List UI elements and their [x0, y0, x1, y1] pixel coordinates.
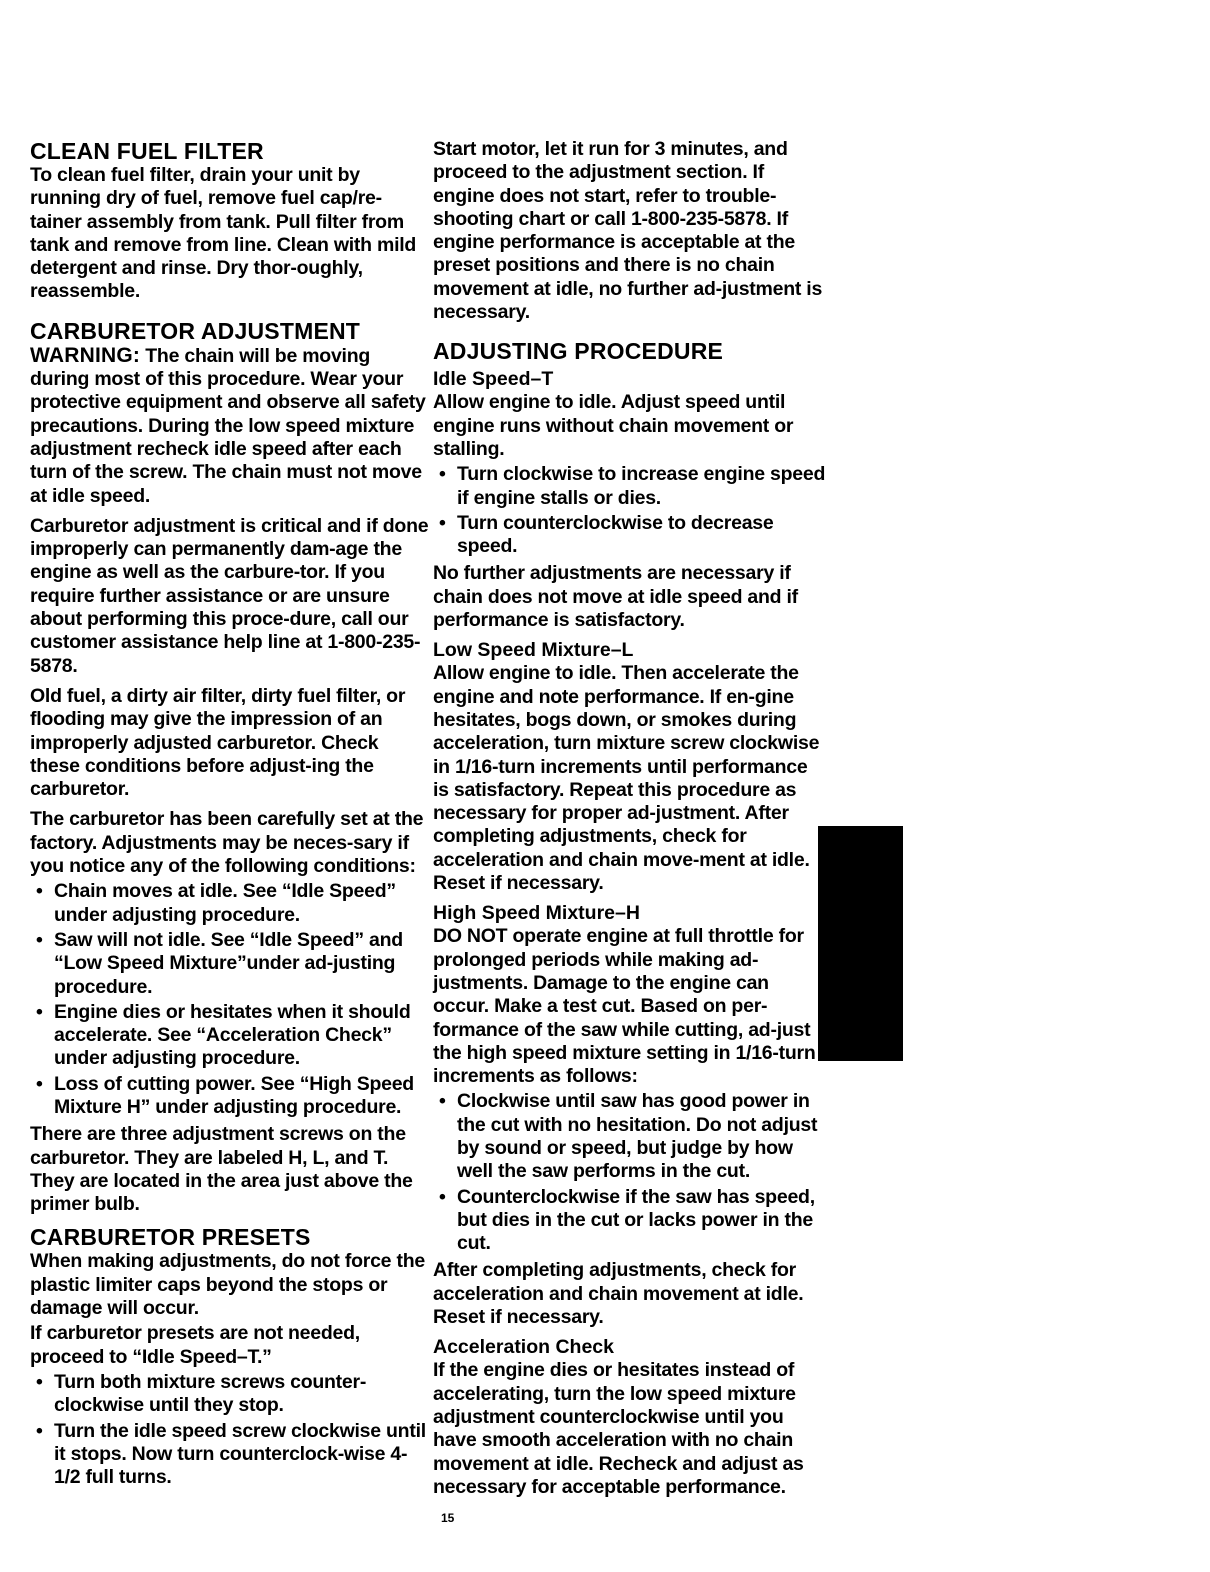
high-speed-after: After completing adjustments, check for acceleration and chain movement at idle. Reset if necessary.: [433, 1259, 804, 1329]
idle-speed-after: No further adjustments are necessary if chain does not move at idle speed and if performance is satisfactory.: [433, 562, 798, 632]
presets-list: [30, 1371, 430, 1489]
list-item: • Counterclockwise if the saw has speed, but dies in the cut or lacks power in the cut.: [439, 1185, 815, 1255]
bullet-icon: •: [439, 1090, 446, 1113]
carburetor-presets-heading: CARBURETOR PRESETS: [30, 1224, 311, 1251]
list-item: • Turn clockwise to increase engine speed if engine stalls or dies.: [439, 463, 826, 509]
idle-speed-text: Allow engine to idle. Adjust speed until engine runs without chain movement or stalling.: [433, 391, 794, 460]
section-tab-marker: [818, 826, 903, 1061]
carb-adjust-para-2: Old fuel, a dirty air filter, dirty fuel filter, or flooding may give the impression of an improperly adjusted carburetor. Check these conditions before adjust-ing the carburetor.: [30, 684, 406, 801]
idle-speed-list: [433, 463, 828, 558]
list-item: • Engine dies or hesitates when it should accelerate. See “Acceleration Check” under adjusting procedure.: [36, 1000, 411, 1070]
bullet-icon: •: [36, 880, 43, 903]
warning-paragraph: [30, 344, 430, 508]
list-item: • Chain moves at idle. See “Idle Speed” under adjusting procedure.: [36, 880, 396, 926]
bullet-icon: •: [439, 1185, 446, 1208]
conditions-list: [30, 880, 430, 1119]
clean-fuel-filter-text: To clean fuel filter, drain your unit by running dry of fuel, remove fuel cap/re-tainer assembly from tank. Pull filter from tank and remove from line. Clean with mild detergent and rinse. Dry thor-oughly, reassemble.: [30, 164, 417, 303]
list-item: • Saw will not idle. See “Idle Speed” and “Low Speed Mixture”under ad-justing procedure.: [36, 928, 403, 998]
presets-para-1: When making adjustments, do not force the plastic limiter caps beyond the stops or damage will occur.: [30, 1250, 425, 1320]
list-item: • Turn the idle speed screw clockwise until it stops. Now turn counterclock-wise 4-1/2 full turns.: [36, 1419, 426, 1489]
high-speed-text: DO NOT operate engine at full throttle for prolonged periods while making ad-justments. Damage to the engine can occur. Make a test cut. Based on per-formance of the saw while cutting, ad-just the high speed mixture setting in 1/16-turn increments as follows:: [433, 925, 816, 1088]
bullet-icon: •: [36, 1370, 43, 1393]
clean-fuel-filter-heading: CLEAN FUEL FILTER: [30, 138, 264, 164]
low-speed-text: Allow engine to idle. Then accelerate the engine and note performance. If en-gine hesitates, bogs down, or smokes during acceleration, turn mixture screw clockwise in 1/16-turn increments until performance is satisfactory. Repeat this procedure as necessary for proper ad-justment. After completing adjustments, check for acceleration and chain move-ment at idle. Reset if necessary.: [433, 662, 820, 895]
presets-para-2: If carburetor presets are not needed, proceed to “Idle Speed–T.”: [30, 1322, 360, 1368]
bullet-icon: •: [36, 928, 43, 951]
warning-label: WARNING:: [30, 343, 141, 367]
idle-speed-heading: Idle Speed–T: [433, 368, 554, 391]
bullet-icon: •: [439, 511, 446, 534]
list-item: • Turn both mixture screws counter-clockwise until they stop.: [36, 1370, 367, 1417]
adjusting-procedure-heading: ADJUSTING PROCEDURE: [433, 338, 724, 365]
list-item: • Turn counterclockwise to decrease speed.: [439, 511, 774, 558]
bullet-icon: •: [36, 1419, 43, 1442]
right-column: [433, 138, 828, 1506]
bullet-icon: •: [439, 463, 446, 486]
bullet-icon: •: [36, 1072, 43, 1095]
high-speed-heading: High Speed Mixture–H: [433, 902, 640, 925]
carburetor-adjustment-heading: CARBURETOR ADJUSTMENT: [30, 317, 361, 344]
list-item: • Clockwise until saw has good power in the cut with no hesitation. Do not adjust by sound or speed, but judge by how well the saw performs in the cut.: [439, 1090, 818, 1183]
bullet-icon: •: [36, 1000, 43, 1023]
high-speed-list: [433, 1090, 828, 1255]
left-column: [30, 138, 430, 1493]
acceleration-check-heading: Acceleration Check: [433, 1336, 614, 1359]
carb-adjust-para-1: Carburetor adjustment is critical and if done improperly can permanently dam-age the engine as well as the carbure-tor. If you require further assistance or are unsure about performing this proce-dure, call our customer assistance help line at 1-800-235-5878.: [30, 514, 429, 677]
page-number: 15: [441, 1511, 455, 1525]
warning-text: The chain will be moving during most of this procedure. Wear your protective equipment and observe all safety precautions. During the low speed mixture adjustment recheck idle speed after each turn of the screw. The chain must not move at idle speed.: [30, 344, 426, 507]
carb-adjust-para-3: The carburetor has been carefully set at the factory. Adjustments may be neces-sary if you notice any of the following conditions:: [30, 808, 424, 878]
low-speed-heading: Low Speed Mixture–L: [433, 639, 634, 662]
carb-adjust-para-4: There are three adjustment screws on the carburetor. They are labeled H, L, and T. They are located in the area just above the primer bulb.: [30, 1123, 413, 1216]
acceleration-check-text: If the engine dies or hesitates instead of accelerating, turn the low speed mixture adjustment counterclockwise until you have smooth acceleration with no chain movement at idle. Recheck and adjust as necessary for acceptable performance.: [433, 1359, 804, 1498]
start-motor-intro: Start motor, let it run for 3 minutes, and proceed to the adjustment section. If engine does not start, refer to trouble-shooting chart or call 1-800-235-5878. If engine performance is acceptable at the preset positions and there is no chain movement at idle, no further ad-justment is necessary.: [433, 138, 823, 324]
list-item: • Loss of cutting power. See “High Speed Mixture H” under adjusting procedure.: [36, 1072, 414, 1118]
